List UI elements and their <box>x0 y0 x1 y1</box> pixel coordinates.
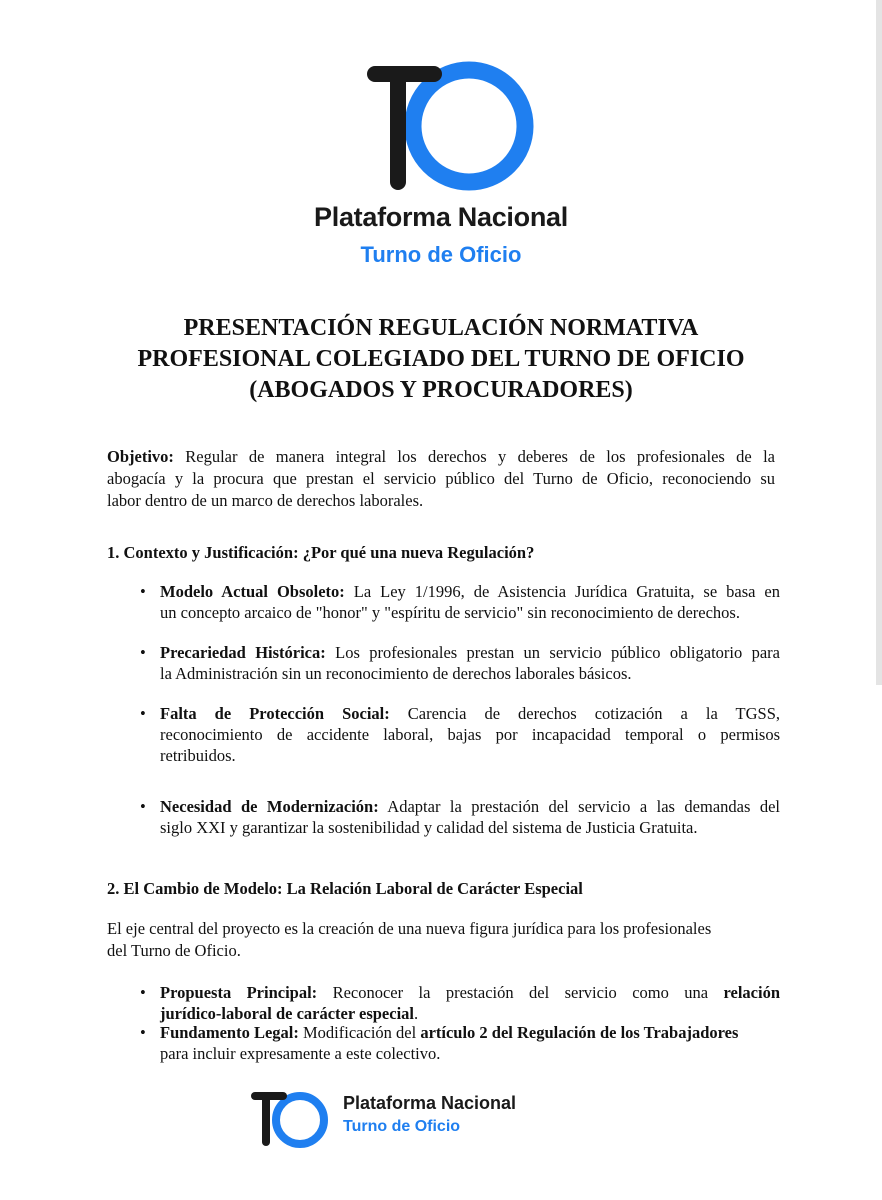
section-1-heading: 1. Contexto y Justificación: ¿Por qué una nueva Regulación? <box>107 543 535 562</box>
document-title <box>80 313 802 406</box>
to-logo-icon <box>248 1088 338 1150</box>
bullet-bold-text: relación <box>723 983 781 1002</box>
logo-subtitle: Turno de Oficio <box>360 242 522 267</box>
bullet-bold-text: artículo 2 del Regulación de los Trabajadores <box>420 1023 739 1042</box>
bullet-label: Propuesta Principal: <box>160 983 318 1002</box>
logo-name: Plataforma Nacional <box>343 1093 517 1113</box>
bullet-text: un concepto arcaico de "honor" y "espíritu de servicio" sin reconocimiento de derechos. <box>160 603 740 622</box>
bullet-text: La Ley 1/1996, de Asistencia Jurídica Gratuita, se basa en <box>353 582 781 601</box>
footer-logo <box>248 1088 608 1150</box>
intro-line-2: del Turno de Oficio. <box>107 941 241 960</box>
list-item <box>140 796 780 838</box>
list-item <box>140 642 780 684</box>
bullet-icon: • <box>140 797 146 816</box>
objective-line-1: Regular de manera integral los derechos y deberes de los profesionales de la <box>185 447 776 466</box>
objective-line-2: abogacía y la procura que prestan el servicio público del Turno de Oficio, reconociendo su <box>107 469 775 488</box>
bullet-text: Reconocer la prestación del servicio como una <box>332 983 709 1002</box>
bullet-label: Precariedad Histórica: <box>160 643 326 662</box>
logo-subtitle: Turno de Oficio <box>343 1118 461 1135</box>
list-item <box>140 1022 780 1064</box>
bullet-text: Modificación del <box>303 1023 417 1042</box>
section-2-heading: 2. El Cambio de Modelo: La Relación Laboral de Carácter Especial <box>107 879 583 898</box>
bullet-icon: • <box>140 1023 146 1042</box>
title-line-1: PRESENTACIÓN REGULACIÓN NORMATIVA <box>183 315 699 341</box>
bullet-text: . <box>414 1004 419 1023</box>
bullet-text: Los profesionales prestan un servicio público obligatorio para <box>335 643 781 662</box>
bullet-icon: • <box>140 983 146 1002</box>
bullet-text: la Administración sin un reconocimiento de derechos laborales básicos. <box>160 664 632 683</box>
bullet-text: Adaptar la prestación del servicio a las demandas del <box>387 797 781 816</box>
list-item <box>140 581 780 623</box>
bullet-text: retribuidos. <box>160 746 236 765</box>
objective-line-3: labor dentro de un marco de derechos laborales. <box>107 491 424 510</box>
bullet-icon: • <box>140 643 146 662</box>
objective-paragraph <box>107 446 775 512</box>
list-item <box>140 703 780 766</box>
list-item <box>140 982 780 1024</box>
bullet-text: Carencia de derechos cotización a la TGSS, <box>407 704 780 723</box>
logo-name: Plataforma Nacional <box>314 202 568 232</box>
to-logo-icon <box>362 60 542 195</box>
bullet-label: Falta de Protección Social: <box>160 704 390 723</box>
bullet-icon: • <box>140 704 146 723</box>
title-line-2: PROFESIONAL COLEGIADO DEL TURNO DE OFICIO <box>137 346 745 372</box>
bullet-text: siglo XXI y garantizar la sostenibilidad y calidad del sistema de Justicia Gratuita. <box>160 818 698 837</box>
bullet-label: Necesidad de Modernización: <box>160 797 379 816</box>
intro-line-1: El eje central del proyecto es la creación de una nueva figura jurídica para los profesionales <box>107 919 712 938</box>
bullet-label: Fundamento Legal: <box>160 1023 299 1042</box>
bullet-icon: • <box>140 582 146 601</box>
bullet-text: para incluir expresamente a este colectivo. <box>160 1044 441 1063</box>
objective-label: Objetivo: <box>107 447 174 466</box>
bullet-label: Modelo Actual Obsoleto: <box>160 582 345 601</box>
title-line-3: (ABOGADOS Y PROCURADORES) <box>249 377 633 403</box>
bullet-text: reconocimiento de accidente laboral, bajas por incapacidad temporal o permisos <box>160 725 780 744</box>
header-logo <box>0 60 882 275</box>
bullet-bold-text: jurídico-laboral de carácter especial <box>160 1004 415 1023</box>
section-2-intro <box>107 918 775 962</box>
